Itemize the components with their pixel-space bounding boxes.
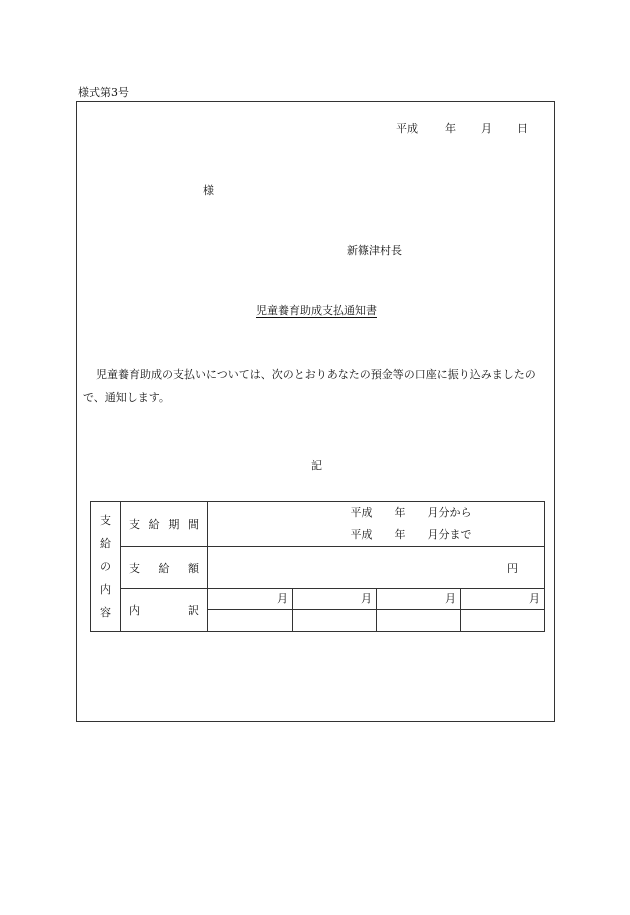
body-text: 児童養育助成の支払いについては、次のとおりあなたの預金等の口座に振り込みましたので、通知します。	[83, 368, 536, 404]
period-row	[91, 502, 545, 547]
document-title: 児童養育助成支払通知書	[256, 304, 377, 317]
month-unit: 月	[377, 589, 460, 610]
form-number: 様式第3号	[78, 86, 129, 99]
breakdown-row	[91, 589, 545, 632]
period-from: 平成 年 月分から	[350, 506, 472, 519]
payment-details-table	[90, 501, 545, 632]
breakdown-value	[461, 610, 544, 631]
vertical-char: 給	[100, 537, 111, 550]
period-label: 支 給 期 間	[121, 502, 208, 547]
ki-heading: 記	[311, 459, 322, 472]
breakdown-value	[377, 610, 460, 631]
breakdown-cell	[377, 589, 461, 632]
date-year-unit: 年	[445, 122, 456, 135]
vertical-char: 容	[100, 606, 111, 619]
breakdown-value	[208, 610, 292, 631]
amount-row	[91, 547, 545, 589]
date-day-unit: 日	[517, 122, 528, 135]
amount-value	[208, 547, 545, 589]
amount-label: 支 給 額	[121, 547, 208, 589]
month-unit: 月	[461, 589, 544, 610]
period-value	[208, 502, 545, 547]
date-era: 平成	[396, 122, 418, 135]
breakdown-label: 内 訳	[121, 589, 208, 632]
vertical-char: の	[100, 560, 111, 573]
yen-unit: 円	[507, 561, 518, 575]
breakdown-value	[293, 610, 376, 631]
breakdown-cell	[208, 589, 293, 632]
breakdown-cell	[461, 589, 545, 632]
breakdown-cell	[293, 589, 377, 632]
month-unit: 月	[208, 589, 292, 610]
month-unit: 月	[293, 589, 376, 610]
sender: 新篠津村長	[347, 244, 402, 257]
notice-frame	[76, 101, 555, 722]
vertical-char: 内	[100, 583, 111, 596]
date-month-unit: 月	[481, 122, 492, 135]
period-to: 平成 年 月分まで	[350, 528, 472, 541]
addressee-suffix: 様	[203, 184, 214, 197]
vertical-char: 支	[100, 514, 111, 527]
payment-content-label	[91, 502, 121, 632]
